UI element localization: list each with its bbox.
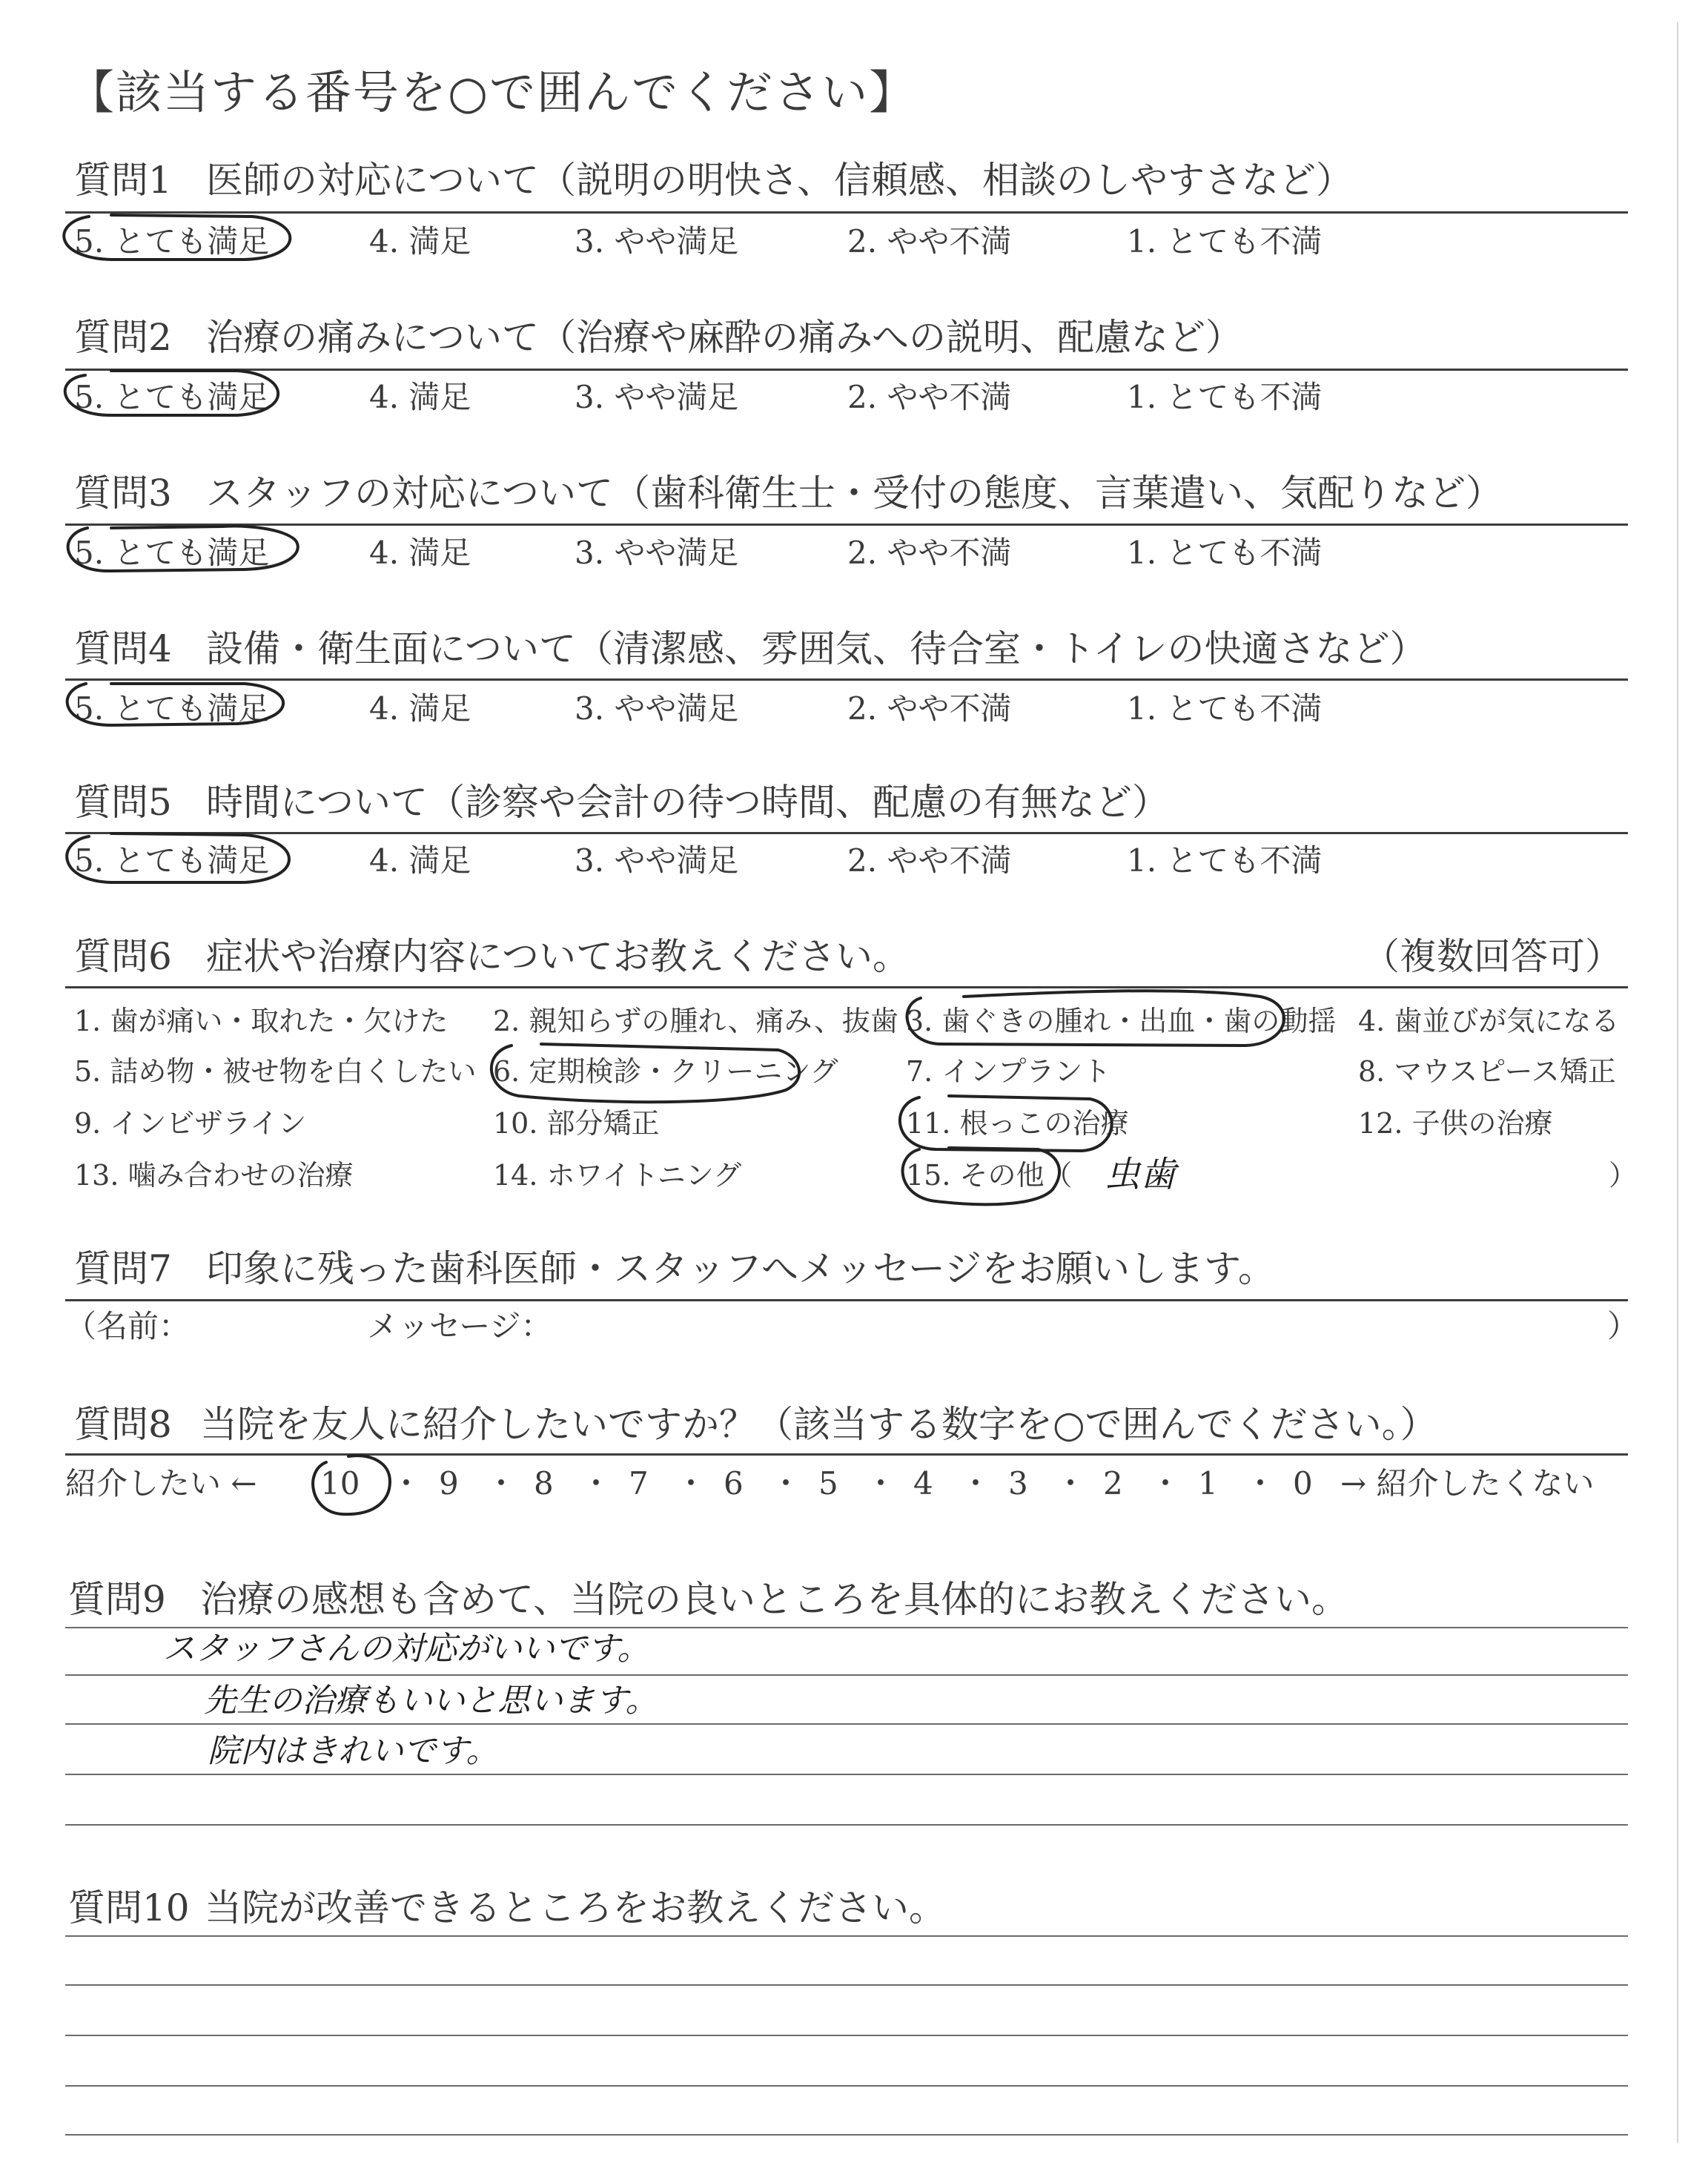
- q8-sep-3: ・: [580, 1465, 612, 1502]
- q6-item-5[interactable]: 5. 詰め物・被せ物を白くしたい: [74, 1055, 477, 1088]
- q6-item-6-selection-circle: [491, 1044, 799, 1102]
- q6-item-12[interactable]: 12. 子供の治療: [1358, 1107, 1553, 1140]
- q4-selection-circle: [67, 684, 283, 725]
- q9-label: 質問9: [68, 1578, 166, 1621]
- q6-item-1[interactable]: 1. 歯が痛い・取れた・欠けた: [74, 1005, 448, 1037]
- q4-text: 設備・衛生面について（清潔感、雰囲気、待合室・トイレの快適さなど）: [206, 627, 1427, 670]
- q3-option-5[interactable]: 5. とても満足: [74, 535, 270, 571]
- q6-item-4[interactable]: 4. 歯並びが気になる: [1358, 1005, 1620, 1037]
- q6-item-7[interactable]: 7. インプラント: [906, 1055, 1111, 1088]
- q6-item-14[interactable]: 14. ホワイトニング: [493, 1159, 742, 1192]
- q3-selection-circle: [68, 526, 298, 572]
- q3-label: 質問3: [74, 472, 172, 515]
- q3-option-3[interactable]: 3. やや満足: [575, 535, 739, 571]
- q1-option-5[interactable]: 5. とても満足: [74, 223, 270, 260]
- q1-text: 医師の対応について（説明の明快さ、信頼感、相談のしやすさなど）: [206, 159, 1353, 202]
- q6-item-10[interactable]: 10. 部分矯正: [493, 1107, 660, 1140]
- q2-option-2[interactable]: 2. やや不満: [847, 379, 1012, 415]
- q7-label: 質問7: [74, 1247, 172, 1290]
- q9-answer-line-3[interactable]: 院内はきれいです。: [208, 1732, 499, 1770]
- q8-scale-0[interactable]: 0: [1293, 1465, 1313, 1502]
- q8-sep-6: ・: [865, 1465, 897, 1502]
- q6-item-6[interactable]: 6. 定期検診・クリーニング: [493, 1055, 838, 1088]
- q1-option-4[interactable]: 4. 満足: [369, 223, 471, 260]
- q8-scale-4[interactable]: 4: [913, 1465, 933, 1502]
- q2-option-1[interactable]: 1. とても不満: [1127, 379, 1323, 415]
- q6-item-3-selection-circle: [907, 991, 1284, 1046]
- q4-option-4[interactable]: 4. 満足: [369, 690, 471, 727]
- q5-option-5[interactable]: 5. とても満足: [74, 842, 270, 879]
- q6-item-8[interactable]: 8. マウスピース矯正: [1358, 1055, 1616, 1088]
- q4-option-1[interactable]: 1. とても不満: [1127, 690, 1323, 727]
- q8-scale-3[interactable]: 3: [1008, 1465, 1028, 1502]
- q6-item-13[interactable]: 13. 噛み合わせの治療: [74, 1159, 354, 1192]
- q6-item-11-selection-circle: [900, 1096, 1112, 1151]
- q6-label: 質問6: [74, 935, 172, 978]
- q8-sep-2: ・: [486, 1465, 517, 1502]
- q8-scale-6[interactable]: 6: [724, 1465, 744, 1502]
- q7-close-paren: ）: [1607, 1308, 1639, 1344]
- q8-scale-9[interactable]: 9: [439, 1465, 459, 1502]
- q6-item-11[interactable]: 11. 根っこの治療: [906, 1107, 1129, 1140]
- q8-sep-8: ・: [1055, 1465, 1087, 1502]
- q5-option-1[interactable]: 1. とても不満: [1127, 842, 1323, 879]
- q8-scale-1[interactable]: 1: [1198, 1465, 1218, 1502]
- q8-scale-5[interactable]: 5: [818, 1465, 838, 1502]
- q8-scale-10[interactable]: 10: [320, 1465, 360, 1502]
- q2-text: 治療の痛みについて（治療や麻酔の痛みへの説明、配慮など）: [206, 316, 1242, 359]
- q10-text: 当院が改善できるところをお教えください。: [205, 1886, 946, 1929]
- q5-label: 質問5: [74, 781, 172, 824]
- q5-selection-circle: [67, 833, 289, 882]
- q2-selection-circle: [65, 371, 278, 415]
- q8-left-label: 紹介したい ←: [65, 1465, 257, 1502]
- q5-text: 時間について（診察や会計の待つ時間、配慮の有無など）: [206, 781, 1169, 824]
- q8-sep-9: ・: [1150, 1465, 1182, 1502]
- q2-option-4[interactable]: 4. 満足: [369, 379, 471, 415]
- q8-sep-5: ・: [770, 1465, 802, 1502]
- q6-item-15[interactable]: 15. その他（: [906, 1159, 1073, 1192]
- q1-option-1[interactable]: 1. とても不満: [1127, 223, 1323, 260]
- q1-label: 質問1: [74, 159, 172, 202]
- q7-message-label: メッセージ：: [367, 1308, 552, 1344]
- q6-text: 症状や治療内容についてお教えください。: [206, 935, 910, 978]
- q3-option-4[interactable]: 4. 満足: [369, 535, 471, 571]
- q10-label: 質問10: [68, 1886, 190, 1929]
- q9-answer-line-2[interactable]: 先生の治療もいいと思います。: [204, 1682, 658, 1720]
- q6-item-15-selection-circle: [903, 1148, 1059, 1204]
- q1-option-3[interactable]: 3. やや満足: [575, 223, 739, 260]
- q5-option-4[interactable]: 4. 満足: [369, 842, 471, 879]
- q6-other-answer[interactable]: 虫歯: [1105, 1154, 1176, 1195]
- q8-right-label: → 紹介したくない: [1340, 1465, 1595, 1502]
- q7-text: 印象に残った歯科医師・スタッフへメッセージをお願いします。: [206, 1247, 1275, 1290]
- q4-option-3[interactable]: 3. やや満足: [575, 690, 739, 727]
- q1-selection-circle: [64, 215, 290, 260]
- q8-scale-8[interactable]: 8: [534, 1465, 554, 1502]
- q7-name-label: （名前：: [65, 1308, 191, 1344]
- q8-sep-10: ・: [1245, 1465, 1277, 1502]
- q3-text: スタッフの対応について（歯科衛生士・受付の態度、言葉遣い、気配りなど）: [206, 472, 1503, 515]
- q8-scale-2[interactable]: 2: [1103, 1465, 1123, 1502]
- q8-sep-7: ・: [960, 1465, 992, 1502]
- q3-option-1[interactable]: 1. とても不満: [1127, 535, 1323, 571]
- q8-sep-1: ・: [391, 1465, 423, 1502]
- q2-option-5[interactable]: 5. とても満足: [74, 379, 270, 415]
- q2-option-3[interactable]: 3. やや満足: [575, 379, 739, 415]
- q4-option-5[interactable]: 5. とても満足: [74, 690, 270, 727]
- page-title: 【該当する番号を○で囲んでください】: [68, 65, 917, 119]
- q8-label: 質問8: [74, 1403, 172, 1446]
- q8-sep-4: ・: [675, 1465, 707, 1502]
- q5-option-2[interactable]: 2. やや不満: [847, 842, 1012, 879]
- q4-label: 質問4: [74, 627, 172, 670]
- q4-option-2[interactable]: 2. やや不満: [847, 690, 1012, 727]
- q1-option-2[interactable]: 2. やや不満: [847, 223, 1012, 260]
- q6-item-9[interactable]: 9. インビザライン: [74, 1107, 307, 1140]
- q6-note: （複数回答可）: [1363, 935, 1622, 978]
- q9-text: 治療の感想も含めて、当院の良いところを具体的にお教えください。: [200, 1578, 1348, 1621]
- q6-item-2[interactable]: 2. 親知らずの腫れ、痛み、抜歯: [493, 1005, 898, 1037]
- q8-text: 当院を友人に紹介したいですか？（該当する数字を○で囲んでください。）: [200, 1403, 1437, 1446]
- q8-selection-circle: [313, 1456, 390, 1514]
- q6-item-3[interactable]: 3. 歯ぐきの腫れ・出血・歯の動揺: [906, 1005, 1337, 1037]
- q8-scale-7[interactable]: 7: [629, 1465, 649, 1502]
- q3-option-2[interactable]: 2. やや不満: [847, 535, 1012, 571]
- q6-other-close: ）: [1609, 1159, 1638, 1192]
- q9-answer-line-1[interactable]: スタッフさんの対応がいいです。: [163, 1630, 650, 1668]
- q2-label: 質問2: [74, 316, 172, 359]
- q5-option-3[interactable]: 3. やや満足: [575, 842, 739, 879]
